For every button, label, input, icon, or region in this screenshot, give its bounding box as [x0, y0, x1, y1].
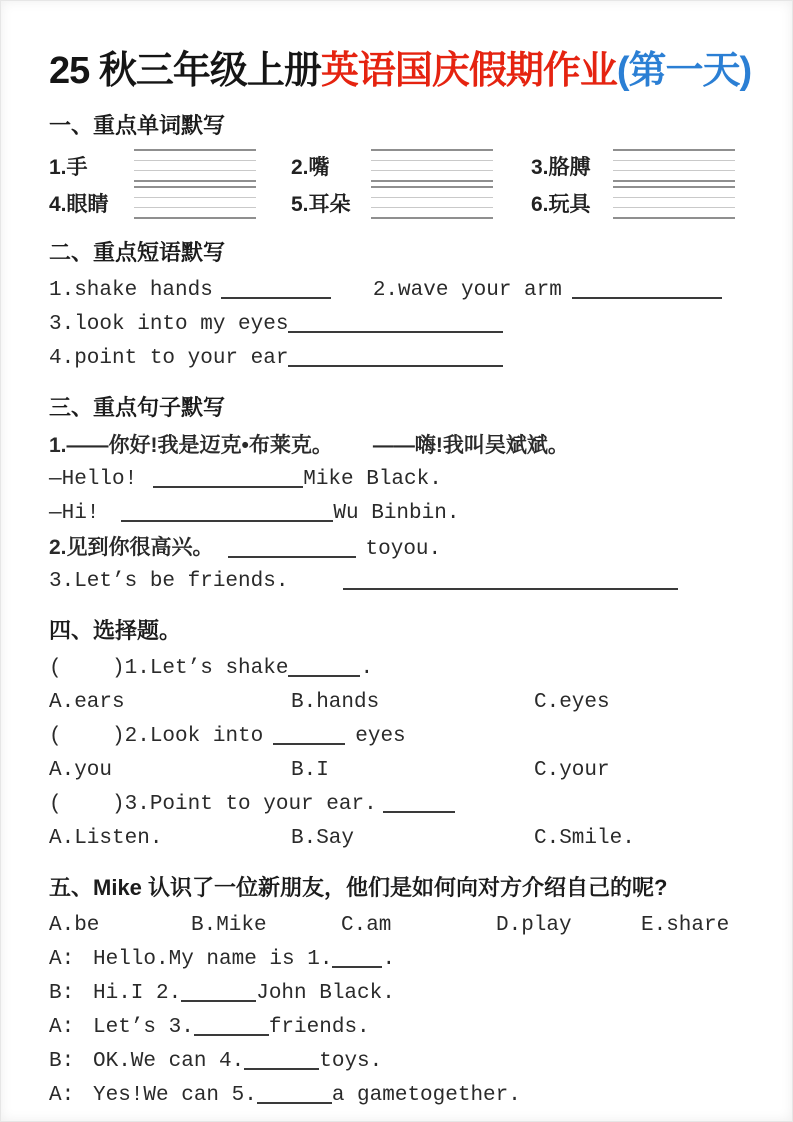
phrase-text: 4.point to your ear	[49, 347, 289, 370]
answer-blank[interactable]	[572, 279, 722, 299]
option-c[interactable]: C.your	[534, 759, 610, 782]
word-item-ear	[291, 186, 531, 220]
word-label: 3.胳膊	[531, 155, 591, 179]
title-part-red: 英语国庆假期作业	[320, 50, 617, 92]
answer-blank[interactable]	[244, 1050, 319, 1070]
speaker-label: A:	[49, 948, 75, 971]
phrase-line-1	[49, 274, 752, 308]
dialogue-text: Hello.My name is 1.	[93, 948, 333, 971]
word-bank-b[interactable]: B.Mike	[191, 914, 267, 937]
english-text: Mike Black.	[303, 468, 442, 491]
section3-heading: 三、重点句子默写	[49, 395, 226, 420]
section2-heading: 二、重点短语默写	[49, 240, 226, 265]
word-item-mouth	[291, 149, 531, 183]
speaker-label: A:	[49, 1016, 75, 1039]
option-a[interactable]: A.you	[49, 759, 113, 782]
choice-q2-options	[49, 754, 752, 788]
dialogue-line-4	[49, 1045, 752, 1079]
word-label: 6.玩具	[531, 192, 591, 216]
word-label: 2.嘴	[291, 155, 330, 179]
word-label: 4.眼睛	[49, 192, 109, 216]
phrase-line-3	[49, 342, 752, 376]
four-line-writing-area[interactable]	[613, 149, 735, 183]
title-part-black: 25 秋三年级上册	[49, 50, 321, 92]
answer-bracket[interactable]: ( )	[49, 657, 125, 680]
word-row-1	[49, 147, 752, 184]
dialogue-line-3	[49, 1011, 752, 1045]
four-line-writing-area[interactable]	[613, 186, 735, 220]
section5-heading: 五、Mike 认识了一位新朋友，他们是如何向对方介绍自己的呢?	[49, 875, 668, 900]
answer-bracket[interactable]: ( )	[49, 793, 125, 816]
four-line-writing-area[interactable]	[134, 186, 256, 220]
answer-blank[interactable]	[288, 347, 503, 367]
word-label: 1.手	[49, 155, 88, 179]
word-item-hand	[49, 149, 291, 183]
four-line-writing-area[interactable]	[134, 149, 256, 183]
answer-blank[interactable]	[221, 279, 331, 299]
answer-blank[interactable]	[257, 1084, 332, 1104]
dialogue-text: a gametogether.	[331, 1084, 521, 1107]
option-a[interactable]: A.Listen.	[49, 827, 163, 850]
sentence-q3-line	[49, 565, 752, 599]
stem-text: eyes	[355, 725, 406, 748]
dialogue-text: friends.	[268, 1016, 370, 1039]
sentence-hello-line	[49, 463, 752, 497]
dialogue-line-1	[49, 943, 752, 977]
answer-bracket[interactable]: ( )	[49, 725, 125, 748]
phrase-text: 3.look into my eyes	[49, 313, 289, 336]
answer-blank[interactable]	[288, 657, 360, 677]
choice-q3-options	[49, 822, 752, 856]
choice-q1-stem	[49, 652, 752, 686]
dialogue-line-5	[49, 1079, 752, 1113]
stem-text: .	[360, 657, 374, 680]
page-title	[49, 39, 752, 94]
english-text: toyou.	[365, 538, 442, 561]
answer-blank[interactable]	[121, 502, 333, 522]
dialogue-text: toys.	[319, 1050, 383, 1073]
dialogue-text: Let’s 3.	[93, 1016, 194, 1039]
word-bank-c[interactable]: C.am	[341, 914, 392, 937]
section1-heading: 一、重点单词默写	[49, 113, 226, 138]
sentence-hi-line	[49, 497, 752, 531]
word-label: 5.耳朵	[291, 192, 351, 216]
answer-blank[interactable]	[181, 982, 256, 1002]
dialogue-text: John Black.	[256, 982, 395, 1005]
word-item-toy	[531, 186, 752, 220]
dialogue-text: Hi.I 2.	[93, 982, 182, 1005]
sentence-q2-line	[49, 531, 752, 565]
answer-blank[interactable]	[383, 793, 455, 813]
section4-heading: 四、选择题。	[49, 618, 182, 643]
word-item-eye	[49, 186, 291, 220]
title-part-blue: (第一天)	[616, 50, 752, 92]
sentence-q1-chinese	[49, 429, 752, 463]
answer-blank[interactable]	[288, 313, 503, 333]
choice-q2-stem	[49, 720, 752, 754]
dialogue-text: .	[382, 948, 396, 971]
answer-blank[interactable]	[153, 468, 303, 488]
word-item-arm	[531, 149, 752, 183]
english-text: —Hello!	[49, 468, 138, 491]
option-b[interactable]: B.hands	[291, 691, 380, 714]
answer-blank[interactable]	[332, 948, 382, 968]
stem-text: 3.Point to your ear.	[124, 793, 377, 816]
answer-blank[interactable]	[194, 1016, 269, 1036]
dialogue-text: Yes!We can 5.	[93, 1084, 257, 1107]
chinese-text: 2.见到你很高兴。	[49, 536, 214, 559]
answer-blank[interactable]	[343, 570, 678, 590]
option-a[interactable]: A.ears	[49, 691, 125, 714]
english-text: 3.Let’s be friends.	[49, 570, 289, 593]
dialogue-text: OK.We can 4.	[93, 1050, 245, 1073]
word-row-2	[49, 184, 752, 221]
choice-q1-options	[49, 686, 752, 720]
dialogue-line-2	[49, 977, 752, 1011]
answer-blank[interactable]	[273, 725, 345, 745]
option-c[interactable]: C.Smile.	[534, 827, 635, 850]
stem-text: 1.Let’s shake	[124, 657, 289, 680]
english-text: Wu Binbin.	[333, 502, 460, 525]
phrase-text: 2.wave your arm	[372, 279, 562, 302]
choice-q3-stem	[49, 788, 752, 822]
option-b[interactable]: B.I	[291, 759, 329, 782]
four-line-writing-area[interactable]	[371, 149, 493, 183]
phrase-text: 1.shake hands	[49, 279, 213, 302]
chinese-text: 1.——你好!我是迈克•布莱克。	[49, 434, 333, 457]
four-line-writing-area[interactable]	[371, 186, 493, 220]
speaker-label: B:	[49, 1050, 75, 1073]
word-bank-row	[49, 909, 752, 943]
speaker-label: A:	[49, 1084, 75, 1107]
word-bank-a[interactable]: A.be	[49, 914, 100, 937]
speaker-label: B:	[49, 982, 75, 1005]
english-text: —Hi!	[49, 502, 100, 525]
word-bank-e[interactable]: E.share	[641, 914, 730, 937]
stem-text: 2.Look into	[124, 725, 264, 748]
phrase-line-2	[49, 308, 752, 342]
option-b[interactable]: B.Say	[291, 827, 355, 850]
chinese-text: ——嗨!我叫吴斌斌。	[372, 434, 569, 457]
answer-blank[interactable]	[228, 538, 356, 558]
word-bank-d[interactable]: D.play	[496, 914, 572, 937]
option-c[interactable]: C.eyes	[534, 691, 610, 714]
